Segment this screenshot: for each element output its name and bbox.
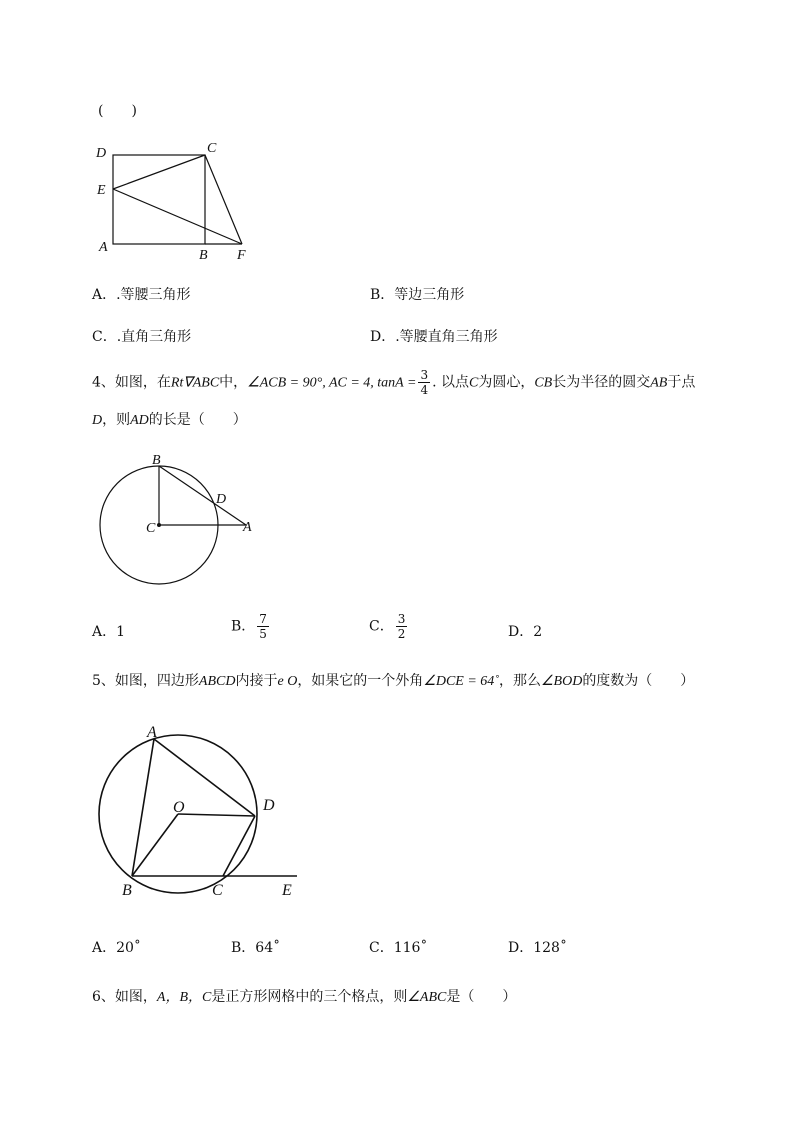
- q4-option-a: A．1: [92, 624, 126, 640]
- q5-label-d: D: [263, 797, 275, 814]
- q3-answer-paren: ( ): [98, 103, 137, 119]
- q4-label-c: C: [146, 521, 156, 536]
- q5-label-e: E: [282, 882, 292, 899]
- q6-stem: 6、如图，A，B，C是正方形网格中的三个格点，则∠ABC是（ ）: [92, 989, 517, 1005]
- q3-label-e: E: [97, 183, 106, 198]
- q4-label-a: A: [243, 520, 252, 535]
- q5-option-a: A．20˚: [92, 940, 141, 956]
- q4-label-d: D: [216, 492, 227, 507]
- q4-stem-line2: D，则AD的长是（ ）: [92, 412, 247, 428]
- q3-option-a: A．.等腰三角形: [92, 287, 191, 303]
- q5-label-a: A: [147, 724, 157, 741]
- q5-stem: 5、如图，四边形ABCD内接于e O，如果它的一个外角∠DCE = 64˚，那么∠BOD的度数为（ ）: [92, 673, 695, 689]
- q5-option-b: B．64˚: [231, 940, 281, 956]
- q4-option-d: D．2: [508, 624, 543, 640]
- q5-option-d: D．128˚: [508, 940, 567, 956]
- q5-label-b: B: [122, 882, 132, 899]
- q5-segment-ab: [132, 739, 154, 876]
- q4-option-b: B． $\frac{7}{5}$: [231, 612, 267, 641]
- q3-label-c: C: [207, 141, 217, 156]
- q4-tan-fraction: $\frac{3}{4}$: [420, 368, 429, 397]
- q5-label-o: O: [173, 799, 185, 816]
- q4-label-b: B: [152, 453, 161, 468]
- q5-segment-bo: [132, 814, 178, 876]
- q5-segment-ad: [154, 739, 255, 816]
- q5-option-c: C．116˚: [369, 940, 428, 956]
- q5-label-c: C: [212, 882, 223, 899]
- q3-option-c: C．.直角三角形: [92, 329, 192, 345]
- q4-option-c: C． $\frac{3}{2}$: [369, 612, 406, 641]
- q3-option-b: B．等边三角形: [370, 287, 465, 303]
- q3-label-f: F: [237, 248, 246, 263]
- q3-label-d: D: [96, 146, 107, 161]
- q3-label-a: A: [99, 240, 108, 255]
- q5-segment-od: [178, 814, 255, 816]
- q3-label-b: B: [199, 248, 208, 263]
- q4-stem-line1: 4、如图，在Rt∇ABC中，∠ACB = 90°, AC = 4, tanA = $\frac{3}{4}$ . 以点C为圆心，CB长为半径的圆交AB于点: [92, 368, 696, 397]
- q3-option-d: D．.等腰直角三角形: [370, 329, 498, 345]
